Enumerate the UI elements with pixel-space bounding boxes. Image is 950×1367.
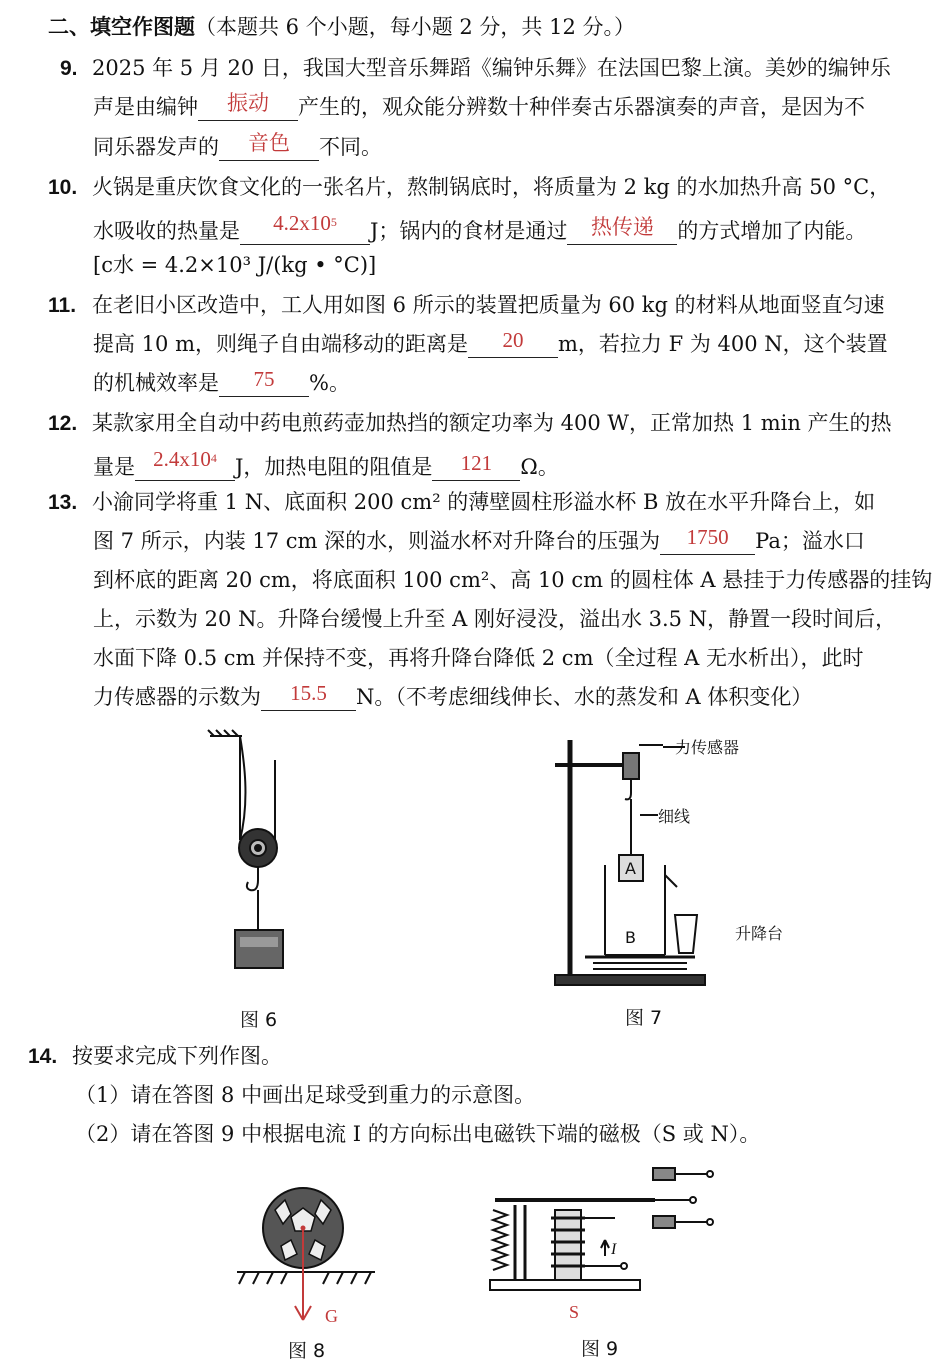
q13-text: 力传感器的示数为 <box>93 685 261 709</box>
answer-text: 4.2x10 <box>273 211 331 235</box>
answer-text: 20 <box>502 328 524 352</box>
q10-line2 <box>93 213 866 245</box>
answer-text: 15.5 <box>290 681 327 705</box>
q13-text: 水面下降 0.5 cm 并保持不变，再将升降台降低 2 cm（全过程 A 无水析出），此时 <box>93 646 864 670</box>
q10-number: 10. <box>48 176 78 199</box>
q9-line2 <box>93 91 865 121</box>
q10-constant: [c水 = 4.2×10³ J/(kg • °C)] <box>93 253 377 277</box>
q14-line1 <box>28 1043 282 1070</box>
figure-6-caption: 图 6 <box>240 1009 278 1031</box>
q9-text: 产生的，观众能分辨数十种伴奏古乐器演奏的声音，是因为不 <box>298 95 865 119</box>
q11-text: 在老旧小区改造中，工人用如图 6 所示的装置把质量为 60 kg 的材料从地面竖直匀速 <box>92 293 885 317</box>
q9-number: 9. <box>60 57 78 80</box>
q14-part1 <box>75 1082 535 1108</box>
q10-line3 <box>93 252 376 278</box>
q9-answer-1 <box>198 91 298 121</box>
q9-text: 不同。 <box>319 135 382 159</box>
figure-7-caption: 图 7 <box>625 1007 663 1029</box>
q12-text: 量是 <box>93 455 135 479</box>
q11-text: m，若拉力 F 为 400 N，这个装置 <box>557 332 888 356</box>
q10-text: 水吸收的热量是 <box>93 219 240 243</box>
q11-text: 提高 10 m，则绳子自由端移动的距离是 <box>93 332 468 356</box>
q9-answer-2 <box>219 131 319 161</box>
answer-text: 音色 <box>248 131 290 155</box>
q12-text: Ω。 <box>520 455 559 479</box>
q9-text: 声是由编钟 <box>93 95 198 119</box>
q11-line1 <box>48 292 885 319</box>
q13-answer-2 <box>261 681 356 711</box>
label-thread: 细线 <box>658 807 691 826</box>
answer-text: 振动 <box>227 91 269 115</box>
q13-text: N。（不考虑细线伸长、水的蒸发和 A 体积变化） <box>356 685 813 709</box>
label-current-i: I <box>611 1241 617 1258</box>
q14-part2 <box>75 1121 760 1147</box>
q11-line2 <box>93 328 888 358</box>
label-pole-s: S <box>569 1302 580 1322</box>
q13-text: Pa；溢水口 <box>755 529 865 553</box>
q13-text: 上，示数为 20 N。升降台缓慢上升至 A 刚好浸没，溢出水 3.5 N，静置一段时间后， <box>93 607 897 631</box>
label-b: B <box>625 928 636 947</box>
material-block <box>235 930 283 968</box>
label-g: G <box>325 1306 338 1326</box>
q12-answer-1 <box>135 449 235 481</box>
q11-answer-2 <box>219 367 309 397</box>
q14-text: （1）请在答图 8 中画出足球受到重力的示意图。 <box>75 1083 536 1107</box>
label-lift-platform: 升降台 <box>735 924 784 943</box>
section-header <box>48 14 635 40</box>
q14-number: 14. <box>28 1045 58 1068</box>
q9-line3 <box>93 131 382 161</box>
q11-line3 <box>93 367 350 397</box>
q11-text: 的机械效率是 <box>93 371 219 395</box>
q9-text: 2025 年 5 月 20 日，我国大型音乐舞蹈《编钟乐舞》在法国巴黎上演。美妙的编钟乐 <box>92 56 891 80</box>
figure-8-football <box>235 1170 385 1335</box>
q12-text: J，加热电阻的阻值是 <box>235 455 433 479</box>
q11-text: %。 <box>309 371 350 395</box>
figure-8-caption: 图 8 <box>288 1340 326 1362</box>
figure-7-apparatus <box>545 725 805 995</box>
q10-line1 <box>48 174 890 201</box>
section-title: 二、填空作图题 <box>48 15 195 39</box>
q10-answer-2 <box>567 215 677 245</box>
figure-9-caption: 图 9 <box>581 1338 619 1360</box>
q12-number: 12. <box>48 412 78 435</box>
q10-text: 火锅是重庆饮食文化的一张名片，熬制锅底时，将质量为 2 kg 的水加热升高 50 °C， <box>92 175 891 199</box>
q9-text: 同乐器发声的 <box>93 135 219 159</box>
q12-line2 <box>93 449 559 481</box>
q11-answer-1 <box>468 328 558 358</box>
answer-exponent: 5 <box>330 215 337 229</box>
q12-answer-2 <box>432 451 520 481</box>
answer-text: 热传递 <box>590 215 654 239</box>
section-note: （本题共 6 个小题，每小题 2 分，共 12 分。） <box>195 15 635 39</box>
q10-text: 的方式增加了内能。 <box>677 219 867 243</box>
label-force-sensor: 力传感器 <box>675 738 740 757</box>
q13-line3 <box>93 567 932 593</box>
q14-text: （2）请在答图 9 中根据电流 I 的方向标出电磁铁下端的磁极（S 或 N）。 <box>75 1122 761 1146</box>
figure-9-electromagnet <box>485 1160 735 1330</box>
answer-exponent: 4 <box>210 451 217 465</box>
q13-line1 <box>48 489 875 516</box>
q13-text: 图 7 所示，内装 17 cm 深的水，则溢水杯对升降台的压强为 <box>93 529 661 553</box>
answer-text: 75 <box>253 367 275 391</box>
q12-text: 某款家用全自动中药电煎药壶加热挡的额定功率为 400 W，正常加热 1 min 产生的热 <box>92 411 892 435</box>
answer-text: 1750 <box>686 525 729 549</box>
q14-text: 按要求完成下列作图。 <box>72 1044 282 1068</box>
q11-number: 11. <box>48 294 77 317</box>
q13-line4 <box>93 606 896 632</box>
q13-text: 到杯底的距离 20 cm，将底面积 100 cm²、高 10 cm 的圆柱体 A 悬挂于力传感器的挂钩 <box>93 568 933 592</box>
q10-text: J；锅内的食材是通过 <box>370 219 568 243</box>
q10-answer-1 <box>240 213 370 245</box>
q13-text: 小渝同学将重 1 N、底面积 200 cm² 的薄壁圆柱形溢水杯 B 放在水平升降台上，如 <box>92 490 876 514</box>
q13-line6 <box>93 681 813 711</box>
q13-line5 <box>93 645 864 671</box>
figure-6-pulley <box>200 730 320 990</box>
q13-line2 <box>93 525 865 555</box>
answer-text: 121 <box>460 451 493 475</box>
q9-line1 <box>60 55 891 82</box>
label-a: A <box>625 859 636 878</box>
answer-text: 2.4x10 <box>153 447 211 471</box>
q12-line1 <box>48 410 892 437</box>
q13-answer-1 <box>660 525 755 555</box>
q13-number: 13. <box>48 491 78 514</box>
